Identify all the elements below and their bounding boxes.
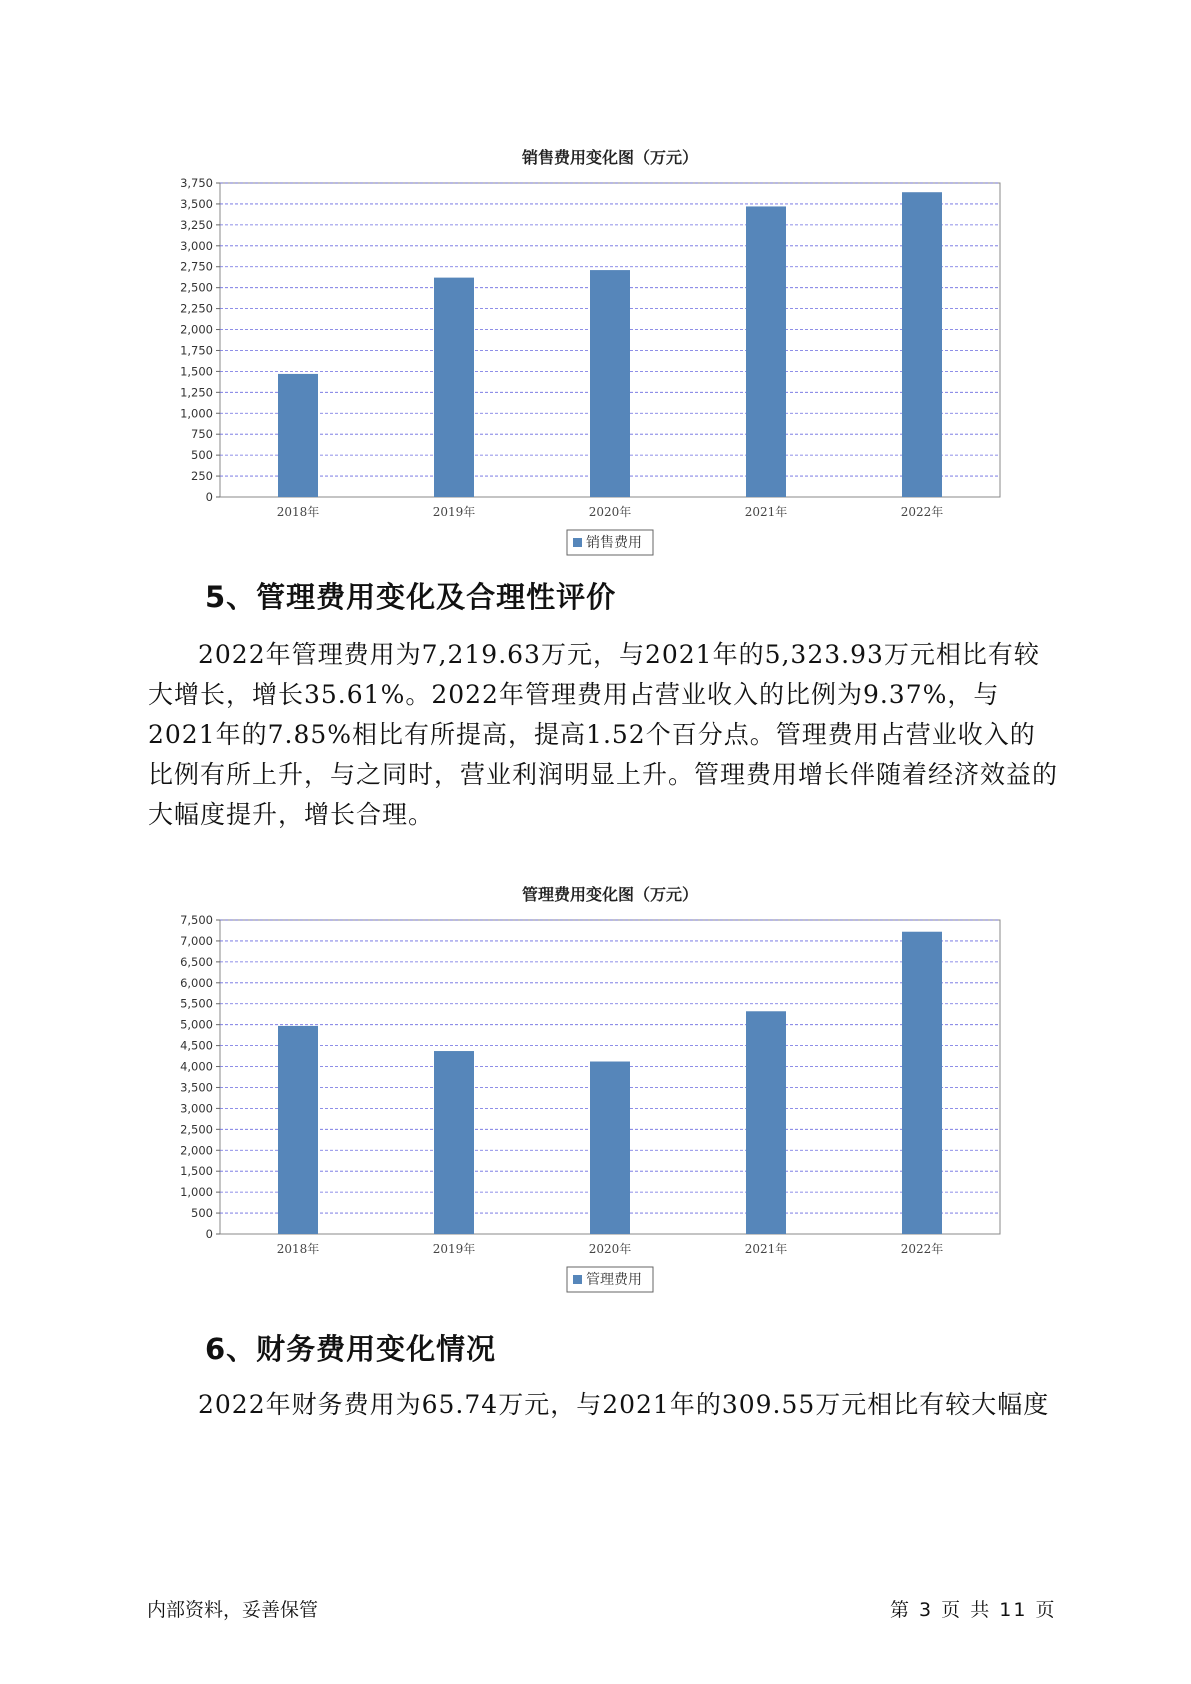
y-tick-label: 3,500 (180, 1080, 213, 1095)
y-tick-label: 2,250 (180, 301, 213, 316)
admin-expense-chart (150, 877, 1040, 1317)
section-5-heading: 5、管理费用变化及合理性评价 (205, 580, 617, 614)
y-tick-label: 250 (191, 469, 213, 484)
chart-title: 管理费用变化图（万元） (521, 885, 699, 904)
y-tick-label: 500 (191, 448, 213, 463)
y-tick-label: 2,000 (180, 1143, 213, 1158)
section-6-text: 2022年财务费用为65.74万元，与2021年的309.55万元相比有较大幅度 (198, 1390, 1050, 1419)
bar-2022 (902, 932, 942, 1234)
y-tick-label: 1,500 (180, 364, 213, 379)
bar-2021 (746, 1011, 786, 1234)
bar-2020 (590, 270, 630, 497)
legend-label: 管理费用 (586, 1272, 642, 1288)
bar-2020 (590, 1062, 630, 1234)
bar-2018 (278, 374, 318, 497)
y-tick-label: 5,000 (180, 1017, 213, 1032)
y-tick-label: 1,000 (180, 1185, 213, 1200)
section-6-heading: 6、财务费用变化情况 (205, 1332, 497, 1366)
x-tick-label: 2018年 (276, 1242, 320, 1256)
y-tick-label: 3,500 (180, 196, 213, 211)
y-tick-label: 4,500 (180, 1038, 213, 1053)
chart-title: 销售费用变化图（万元） (521, 148, 699, 167)
y-tick-label: 6,500 (180, 954, 213, 969)
legend-label: 销售费用 (586, 535, 642, 551)
x-tick-label: 2018年 (276, 505, 320, 519)
y-tick-label: 3,000 (180, 1101, 213, 1116)
y-tick-label: 1,250 (180, 385, 213, 400)
y-tick-label: 1,500 (180, 1164, 213, 1179)
y-tick-label: 4,000 (180, 1059, 213, 1074)
x-tick-label: 2020年 (588, 1242, 632, 1256)
section-5-paragraph (148, 635, 1058, 835)
section-6-paragraph (148, 1385, 1058, 1425)
bar-2019 (434, 1051, 474, 1234)
legend-swatch (573, 1275, 582, 1284)
x-tick-label: 2021年 (744, 505, 788, 519)
x-tick-label: 2019年 (432, 505, 476, 519)
x-tick-label: 2019年 (432, 1242, 476, 1256)
y-tick-label: 0 (205, 1227, 213, 1241)
legend-swatch (573, 538, 582, 547)
bar-2021 (746, 206, 786, 497)
y-tick-label: 1,000 (180, 406, 213, 421)
y-tick-label: 750 (191, 427, 213, 442)
y-tick-label: 3,000 (180, 238, 213, 253)
y-tick-label: 7,500 (180, 913, 213, 927)
y-tick-label: 3,750 (180, 176, 213, 190)
y-tick-label: 7,000 (180, 933, 213, 948)
y-tick-label: 5,500 (180, 996, 213, 1011)
y-tick-label: 3,250 (180, 217, 213, 232)
footer-confidential-note: 内部资料，妥善保管 (147, 1599, 319, 1621)
y-tick-label: 2,500 (180, 1122, 213, 1137)
bar-2018 (278, 1026, 318, 1234)
x-tick-label: 2020年 (588, 505, 632, 519)
y-tick-label: 1,750 (180, 343, 213, 358)
x-tick-label: 2022年 (900, 1242, 944, 1256)
y-tick-label: 2,750 (180, 259, 213, 274)
section-5-text: 2022年管理费用为7,219.63万元，与2021年的5,323.93万元相比有较大增长，增长35.61%。2022年管理费用占营业收入的比例为9.37%，与2021年的7.85%相比有所提高，提高1.52个百分点。管理费用占营业收入的比例有所上升，与之同时，营业利润明显上升。管理费用增长伴随着经济效益的大幅度提升，增长合理。 (148, 640, 1059, 829)
x-tick-label: 2021年 (744, 1242, 788, 1256)
bar-2022 (902, 192, 942, 497)
bar-2019 (434, 278, 474, 497)
sales-expense-chart (150, 140, 1040, 580)
y-tick-label: 2,000 (180, 322, 213, 337)
y-tick-label: 6,000 (180, 975, 213, 990)
y-tick-label: 2,500 (180, 280, 213, 295)
footer-page-number: 第 3 页 共 11 页 (890, 1599, 1057, 1621)
x-tick-label: 2022年 (900, 505, 944, 519)
y-tick-label: 500 (191, 1206, 213, 1221)
y-tick-label: 0 (205, 490, 213, 504)
